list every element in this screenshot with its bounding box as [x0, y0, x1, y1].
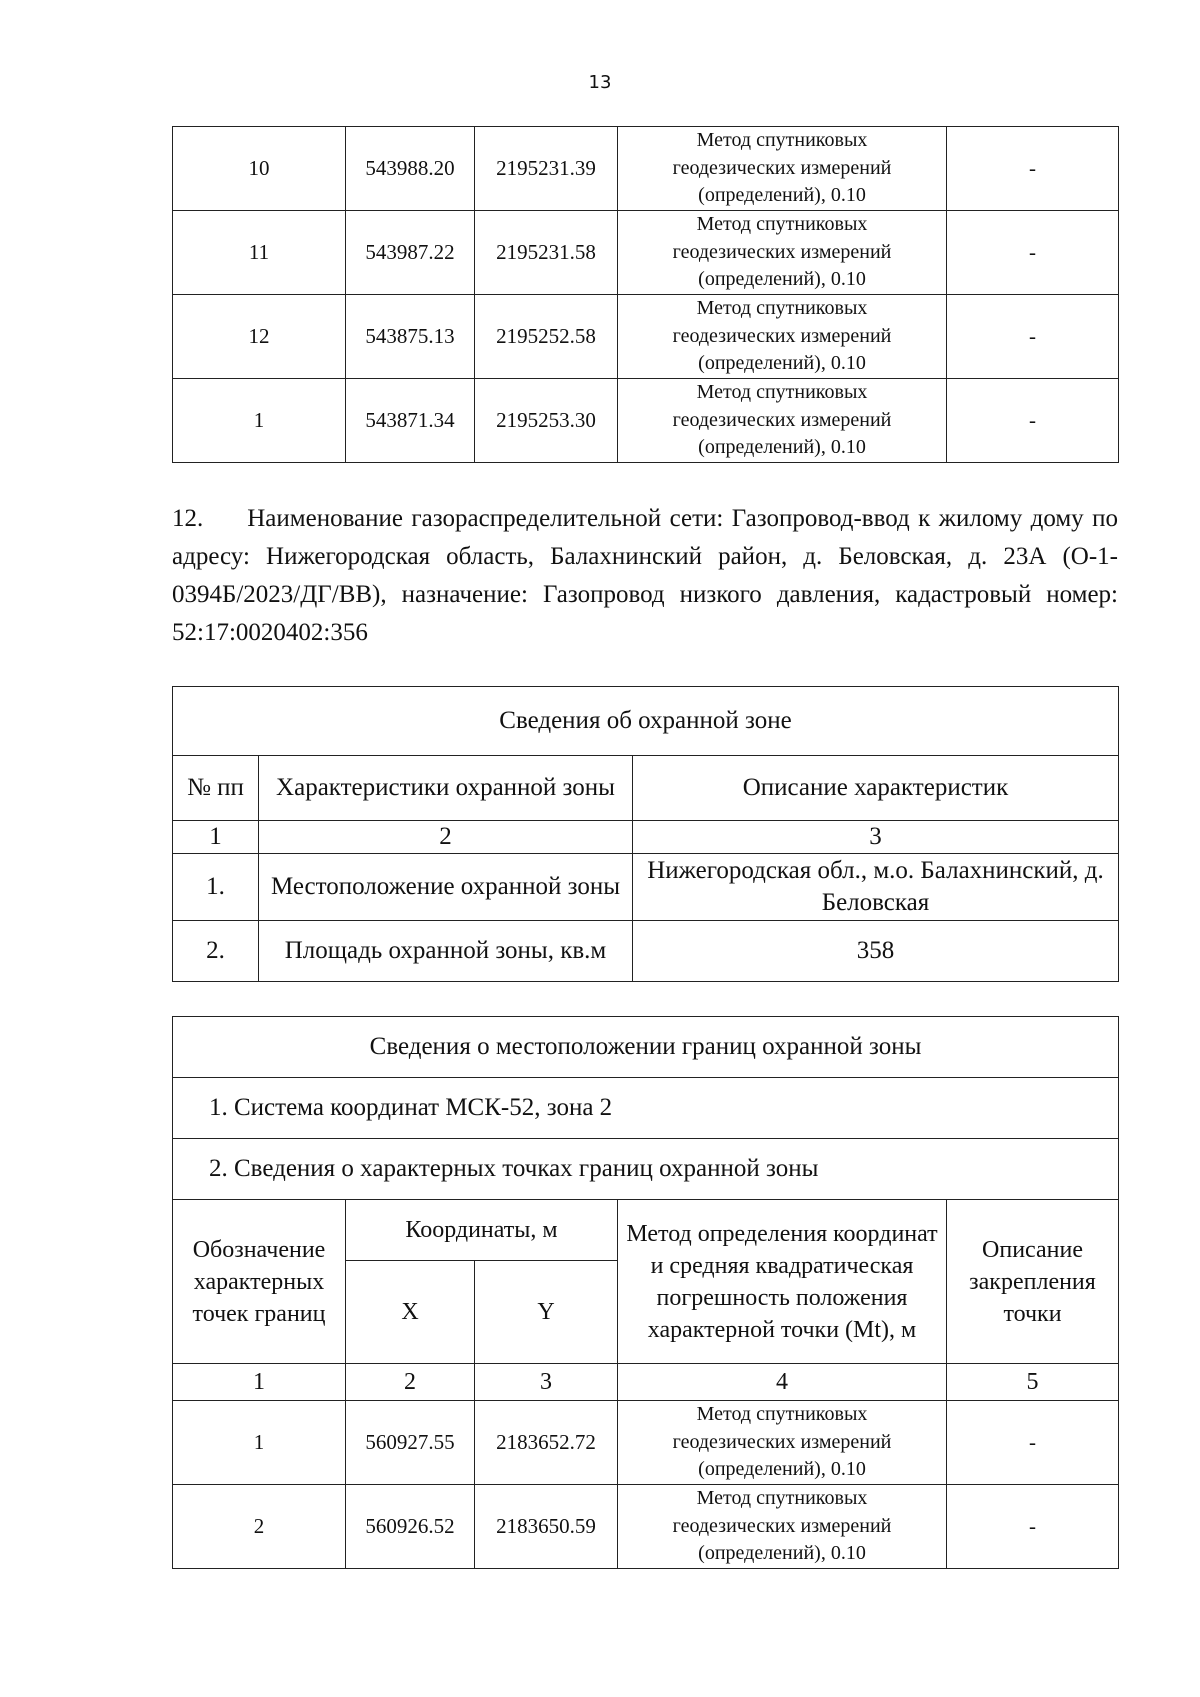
col-number: 3: [633, 821, 1119, 854]
point-desc: -: [947, 379, 1119, 463]
method-line: геодезических измерений: [672, 156, 892, 179]
col-number: 5: [947, 1364, 1119, 1401]
row-value: 358: [633, 921, 1119, 982]
coord-x: 560926.52: [346, 1485, 475, 1569]
method-line: (определений), 0.10: [698, 1542, 866, 1565]
point-desc: -: [947, 1485, 1119, 1569]
zone-info-title: Сведения об охранной зоне: [173, 687, 1119, 756]
method-line: (определений), 0.10: [698, 268, 866, 291]
method-line: (определений), 0.10: [698, 436, 866, 459]
header-desc: Описание закрепления точки: [947, 1200, 1119, 1364]
point-desc: -: [947, 127, 1119, 211]
col-number: 4: [618, 1364, 947, 1401]
method-line: (определений), 0.10: [698, 1458, 866, 1481]
method-line: геодезических измерений: [672, 1430, 892, 1453]
method-line: геодезических измерений: [672, 324, 892, 347]
point-row: [173, 1401, 1119, 1485]
method-line: Метод спутниковых: [696, 213, 868, 236]
coord-y: 2195252.58: [475, 295, 618, 379]
method-line: геодезических измерений: [672, 408, 892, 431]
point-id: 11: [173, 211, 346, 295]
boundary-info-title: Сведения о местоположении границ охранной зоны: [173, 1017, 1119, 1078]
header-characteristic: Характеристики охранной зоны: [259, 756, 633, 821]
header-point-label: Обозначение характерных точек границ: [173, 1200, 346, 1364]
point-id: 1: [173, 1401, 346, 1485]
points-table-continuation: [172, 126, 1119, 463]
method-line: Метод спутниковых: [696, 381, 868, 404]
section-text: Наименование газораспределительной сети: Газопровод-ввод к жилому дому по адресу: Нижегородская область, Балахнинский район, д. Беловская, д. 23А (О-1-0394Б/2023/ДГ/ВВ), назначение: Газопровод низкого давления, кадастровый номер: 52:17:0020402:356: [172, 505, 1118, 646]
row-number: 2.: [173, 921, 259, 982]
header-method: Метод определения координат и средняя квадратическая погрешность положения характерной точки (Mt), м: [618, 1200, 947, 1364]
point-row: [173, 127, 1119, 211]
points-subtitle: 2. Сведения о характерных точках границ охранной зоны: [173, 1139, 1119, 1200]
point-desc: -: [947, 295, 1119, 379]
point-desc: -: [947, 1401, 1119, 1485]
coord-y: 2195231.58: [475, 211, 618, 295]
coordinate-system: 1. Система координат МСК-52, зона 2: [173, 1078, 1119, 1139]
coord-x: 543987.22: [346, 211, 475, 295]
coord-y: 2183650.59: [475, 1485, 618, 1569]
header-x: X: [346, 1261, 475, 1364]
zone-info-row: [173, 921, 1119, 982]
col-number: 2: [346, 1364, 475, 1401]
row-number: 1.: [173, 854, 259, 921]
coord-x: 560927.55: [346, 1401, 475, 1485]
row-name: Площадь охранной зоны, кв.м: [259, 921, 633, 982]
method-cell: [618, 211, 947, 295]
boundary-info-table: [172, 1016, 1119, 1569]
method-line: Метод спутниковых: [696, 1403, 868, 1426]
section-number: 12.: [172, 505, 204, 532]
method-line: Метод спутниковых: [696, 1487, 868, 1510]
page-number: 13: [588, 72, 612, 93]
point-desc: -: [947, 211, 1119, 295]
method-line: (определений), 0.10: [698, 184, 866, 207]
col-number: 2: [259, 821, 633, 854]
method-cell: [618, 127, 947, 211]
point-row: [173, 295, 1119, 379]
coord-x: 543871.34: [346, 379, 475, 463]
col-number: 3: [475, 1364, 618, 1401]
zone-info-table: [172, 686, 1119, 982]
coord-x: 543875.13: [346, 295, 475, 379]
method-line: (определений), 0.10: [698, 352, 866, 375]
method-line: геодезических измерений: [672, 1514, 892, 1537]
point-row: [173, 1485, 1119, 1569]
method-line: Метод спутниковых: [696, 297, 868, 320]
point-id: 10: [173, 127, 346, 211]
row-value: Нижегородская обл., м.о. Балахнинский, д. Беловская: [633, 854, 1119, 921]
header-y: Y: [475, 1261, 618, 1364]
header-coords: Координаты, м: [346, 1200, 618, 1261]
point-id: 1: [173, 379, 346, 463]
method-cell: [618, 295, 947, 379]
point-id: 2: [173, 1485, 346, 1569]
coord-y: 2195231.39: [475, 127, 618, 211]
method-line: Метод спутниковых: [696, 129, 868, 152]
row-name: Местоположение охранной зоны: [259, 854, 633, 921]
coord-y: 2195253.30: [475, 379, 618, 463]
header-description: Описание характеристик: [633, 756, 1119, 821]
method-cell: [618, 379, 947, 463]
coord-x: 543988.20: [346, 127, 475, 211]
method-cell: [618, 1485, 947, 1569]
section-paragraph: [172, 500, 1118, 652]
point-row: [173, 211, 1119, 295]
point-row: [173, 379, 1119, 463]
zone-info-row: [173, 854, 1119, 921]
header-number: № пп: [173, 756, 259, 821]
col-number: 1: [173, 821, 259, 854]
method-line: геодезических измерений: [672, 240, 892, 263]
col-number: 1: [173, 1364, 346, 1401]
point-id: 12: [173, 295, 346, 379]
coord-y: 2183652.72: [475, 1401, 618, 1485]
method-cell: [618, 1401, 947, 1485]
